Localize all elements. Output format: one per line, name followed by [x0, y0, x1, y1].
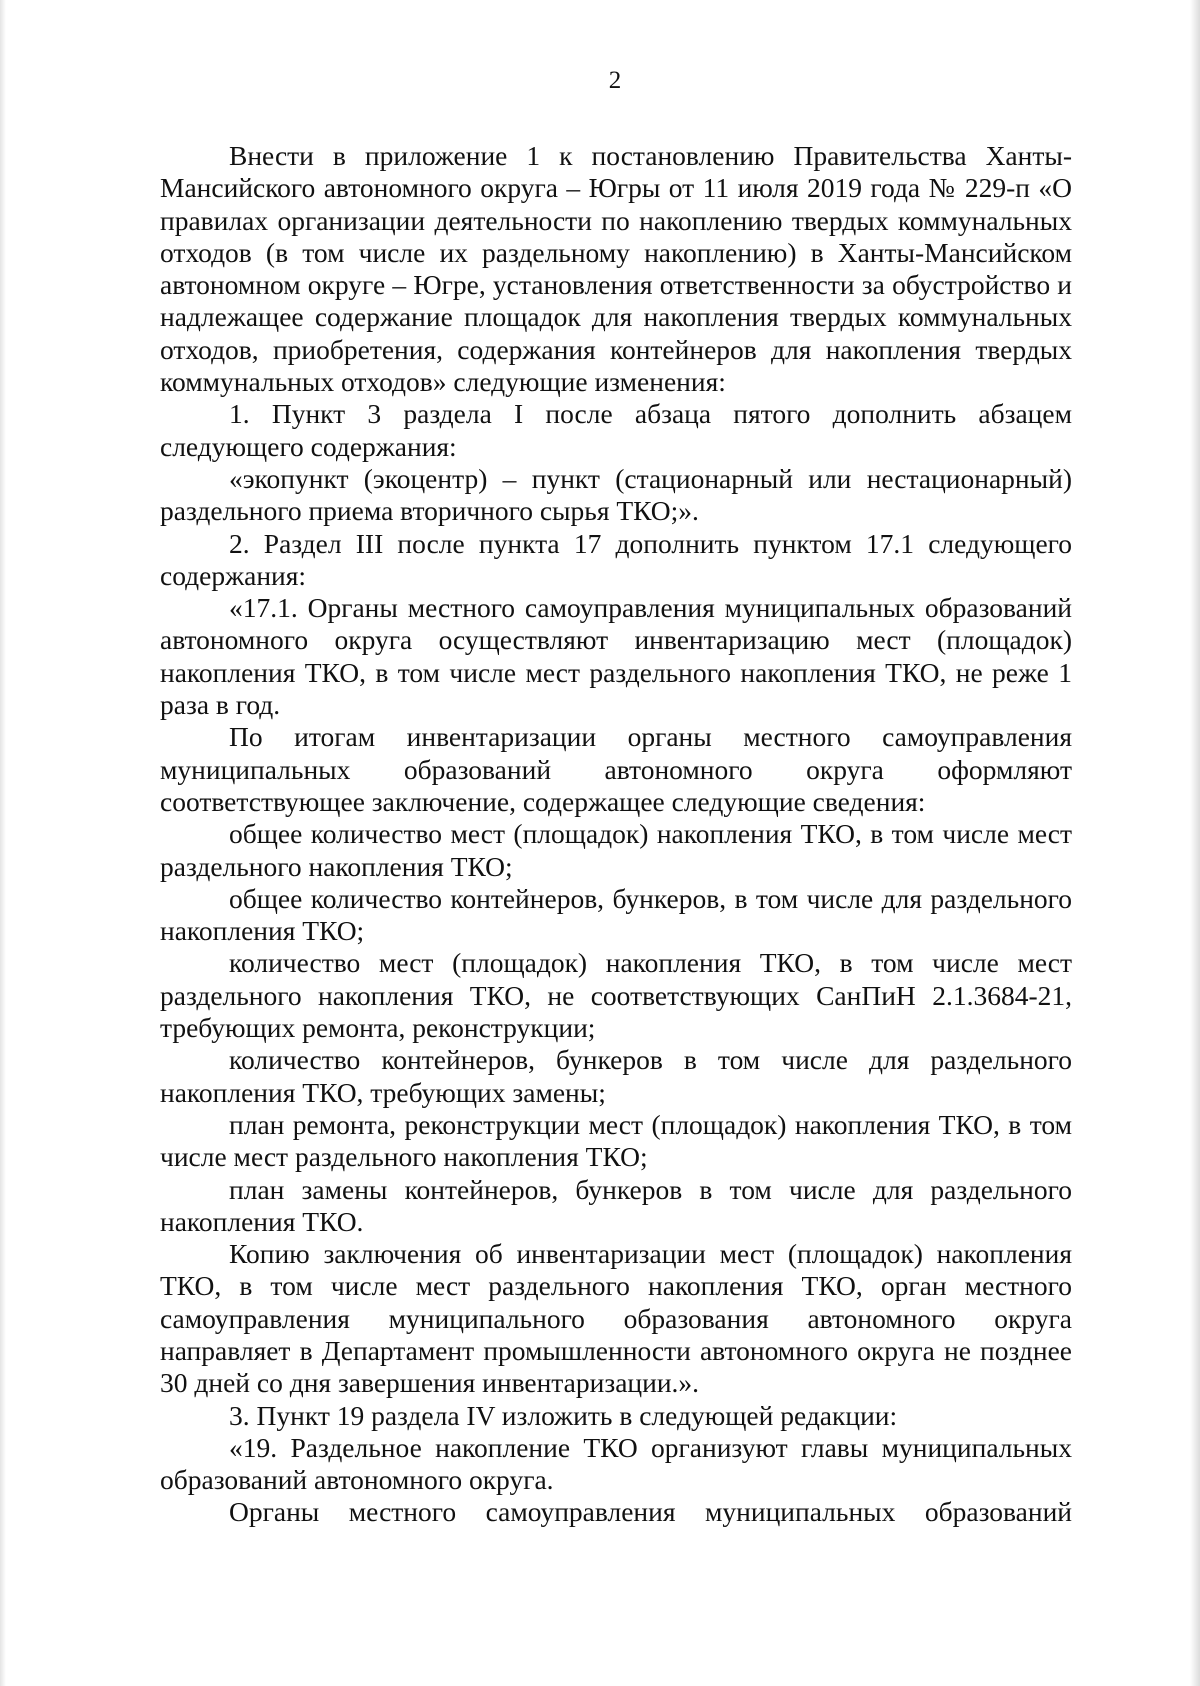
paragraph-clause-19: «19. Раздельное накопление ТКО организуют главы муниципальных образований автономного округа.: [160, 1431, 1072, 1496]
paragraph-intro: Внести в приложение 1 к постановлению Правительства Ханты-Мансийского автономного округа – Югры от 11 июля 2019 года № 229-п «О правилах организации деятельности по накоплению твердых коммунальных отходов (в том числе их раздельному накоплению) в Ханты-Мансийском автономном округе – Югре, установления ответственности за обустройство и надлежащее содержание площадок для накопления твердых коммунальных отходов, приобретения, содержания контейнеров для накопления твердых коммунальных отходов» следующие изменения:: [160, 140, 1072, 398]
document-body: [160, 140, 1072, 1529]
scan-edge-right: [1190, 0, 1200, 1686]
paragraph-item-3: 3. Пункт 19 раздела IV изложить в следующей редакции:: [229, 1399, 898, 1431]
paragraph-list-item: план ремонта, реконструкции мест (площадок) накопления ТКО, в том числе мест раздельного накопления ТКО;: [160, 1108, 1072, 1173]
paragraph-item-1: 1. Пункт 3 раздела I после абзаца пятого дополнить абзацем следующего содержания:: [160, 398, 1072, 462]
paragraph-clause-17-1: «17.1. Органы местного самоуправления муниципальных образований автономного округа осуществляют инвентаризацию мест (площадок) накопления ТКО, в том числе мест раздельного накопления ТКО, не реже 1 раза в год.: [160, 592, 1072, 721]
paragraph-inventory-results: По итогам инвентаризации органы местного самоуправления муниципальных образований автономного округа оформляют соответствующее заключение, содержащее следующие сведения:: [160, 721, 1072, 817]
paragraph-report-copy: Копию заключения об инвентаризации мест (площадок) накопления ТКО, в том числе мест раздельного накопления ТКО, орган местного самоуправления муниципального образования автономного округа направляет в Департамент промышленности автономного округа не позднее 30 дней со дня завершения инвентаризации.».: [160, 1238, 1072, 1399]
paragraph-list-item: план замены контейнеров, бункеров в том числе для раздельного накопления ТКО.: [160, 1173, 1072, 1237]
paragraph-list-item: количество контейнеров, бункеров в том числе для раздельного накопления ТКО, требующих замены;: [160, 1044, 1072, 1108]
paragraph-list-item: количество мест (площадок) накопления ТКО, в том числе мест раздельного накопления ТКО, не соответствующих СанПиН 2.1.3684-21, требующих ремонта, реконструкции;: [160, 947, 1072, 1044]
paragraph-ecopoint-definition: «экопункт (экоцентр) – пункт (стационарный или нестационарный) раздельного приема вторичного сырья ТКО;».: [160, 462, 1072, 527]
paragraph-list-item: общее количество контейнеров, бункеров, в том числе для раздельного накопления ТКО;: [160, 882, 1072, 947]
page-number: 2: [608, 67, 622, 94]
paragraph-list-item: общее количество мест (площадок) накопления ТКО, в том числе мест раздельного накопления ТКО;: [160, 818, 1072, 882]
paragraph-item-2: 2. Раздел III после пункта 17 дополнить пунктом 17.1 следующего содержания:: [160, 527, 1072, 591]
paragraph-continuation: Органы местного самоуправления муниципальных образований: [229, 1496, 1072, 1528]
scan-edge-left: [0, 0, 6, 1686]
